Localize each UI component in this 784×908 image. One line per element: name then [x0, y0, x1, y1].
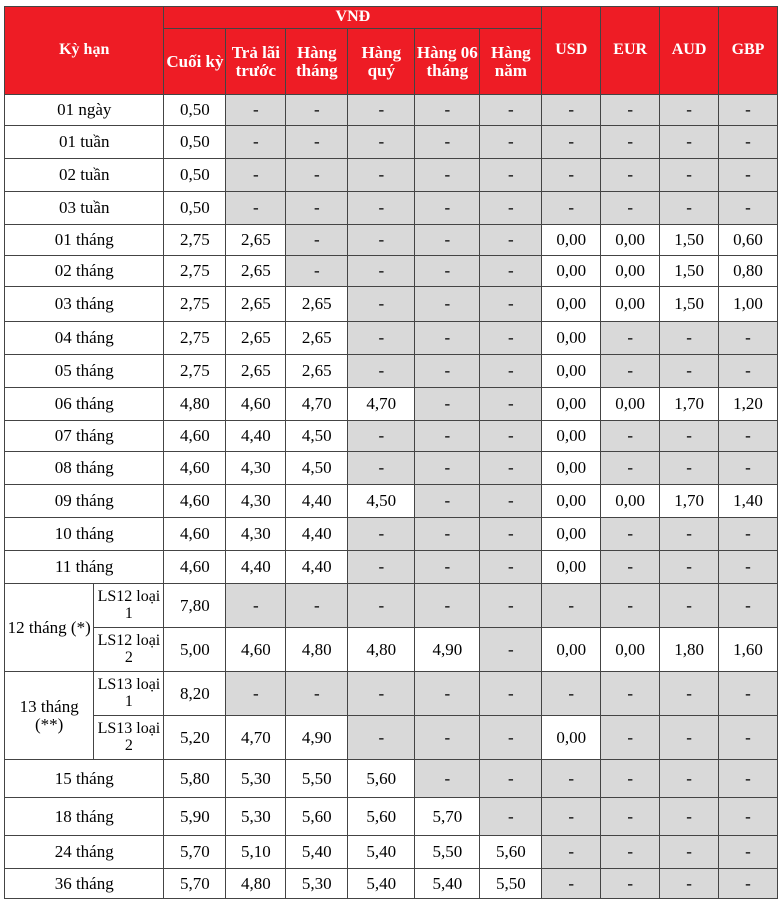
fx-rate-cell: -	[719, 760, 778, 798]
vnd-rate-cell: 8,20	[164, 672, 226, 716]
term-cell: 08 tháng	[5, 452, 164, 485]
table-row	[5, 126, 778, 159]
vnd-rate-cell: 4,80	[286, 628, 348, 672]
fx-rate-cell: -	[719, 126, 778, 159]
fx-rate-cell: 1,70	[660, 485, 719, 518]
vnd-rate-cell: 4,40	[286, 485, 348, 518]
term-cell: 15 tháng	[5, 760, 164, 798]
vnd-rate-cell: 4,90	[286, 716, 348, 760]
fx-rate-cell: -	[601, 716, 660, 760]
fx-rate-cell: 1,00	[719, 287, 778, 322]
vnd-rate-cell: 4,80	[164, 388, 226, 421]
fx-rate-cell: -	[660, 551, 719, 584]
vnd-rate-cell: 5,50	[286, 760, 348, 798]
vnd-rate-cell: 5,90	[164, 798, 226, 836]
vnd-rate-cell: -	[480, 551, 542, 584]
fx-rate-cell: -	[542, 836, 601, 869]
fx-rate-cell: 1,40	[719, 485, 778, 518]
vnd-rate-cell: 4,60	[226, 388, 286, 421]
fx-rate-cell: 0,00	[542, 485, 601, 518]
vnd-rate-cell: -	[226, 126, 286, 159]
vnd-rate-cell: -	[348, 355, 415, 388]
fx-rate-cell: -	[660, 518, 719, 551]
fx-rate-cell: -	[660, 159, 719, 192]
fx-rate-cell: -	[660, 95, 719, 126]
fx-rate-cell: 0,80	[719, 256, 778, 287]
term-header: Kỳ hạn	[5, 7, 164, 95]
vnd-rate-cell: -	[286, 159, 348, 192]
vnd-rate-cell: 4,30	[226, 485, 286, 518]
vnd-rate-cell: 5,60	[348, 760, 415, 798]
term-cell: 02 tuần	[5, 159, 164, 192]
fx-rate-cell: 0,00	[542, 322, 601, 355]
usd-header: USD	[542, 7, 601, 95]
fx-rate-cell: 0,00	[601, 225, 660, 256]
fx-rate-cell: 0,00	[542, 287, 601, 322]
fx-rate-cell: -	[719, 584, 778, 628]
aud-header: AUD	[660, 7, 719, 95]
fx-rate-cell: -	[601, 452, 660, 485]
vnd-rate-cell: -	[415, 421, 480, 452]
vnd-rate-cell: -	[480, 485, 542, 518]
vnd-rate-cell: 5,00	[164, 628, 226, 672]
vnd-rate-cell: 5,40	[348, 869, 415, 899]
fx-rate-cell: -	[660, 452, 719, 485]
fx-rate-cell: -	[542, 869, 601, 899]
table-row	[5, 225, 778, 256]
fx-rate-cell: -	[660, 716, 719, 760]
vnd-rate-cell: -	[480, 672, 542, 716]
gbp-header: GBP	[719, 7, 778, 95]
table-row	[5, 256, 778, 287]
fx-rate-cell: 0,00	[601, 256, 660, 287]
vnd-rate-cell: -	[286, 126, 348, 159]
vnd-rate-cell: -	[348, 421, 415, 452]
vnd-rate-cell: -	[415, 225, 480, 256]
table-row	[5, 287, 778, 322]
vnd-rate-cell: -	[415, 95, 480, 126]
vnd-rate-cell: 4,70	[348, 388, 415, 421]
fx-rate-cell: 0,00	[542, 452, 601, 485]
term-cell: 36 tháng	[5, 869, 164, 899]
vnd-rate-cell: -	[480, 798, 542, 836]
vnd-rate-cell: -	[226, 192, 286, 225]
vnd-col-header: Cuối kỳ	[164, 29, 226, 95]
table-row	[5, 760, 778, 798]
fx-rate-cell: -	[542, 95, 601, 126]
term-cell: 18 tháng	[5, 798, 164, 836]
term-cell: 01 ngày	[5, 95, 164, 126]
table-row	[5, 798, 778, 836]
fx-rate-cell: -	[660, 836, 719, 869]
vnd-rate-cell: -	[415, 287, 480, 322]
fx-rate-cell: -	[542, 159, 601, 192]
table-row	[5, 192, 778, 225]
table-row	[5, 869, 778, 899]
vnd-rate-cell: -	[480, 388, 542, 421]
vnd-rate-cell: -	[348, 672, 415, 716]
vnd-rate-cell: 5,30	[286, 869, 348, 899]
vnd-rate-cell: -	[286, 672, 348, 716]
vnd-rate-cell: 0,50	[164, 192, 226, 225]
vnd-rate-cell: 4,80	[226, 869, 286, 899]
vnd-rate-cell: 4,60	[164, 452, 226, 485]
vnd-rate-cell: -	[415, 192, 480, 225]
vnd-rate-cell: 5,50	[415, 836, 480, 869]
vnd-rate-cell: -	[415, 159, 480, 192]
fx-rate-cell: -	[601, 836, 660, 869]
fx-rate-cell: -	[719, 452, 778, 485]
vnd-rate-cell: -	[226, 672, 286, 716]
fx-rate-cell: -	[660, 192, 719, 225]
term-cell: 02 tháng	[5, 256, 164, 287]
vnd-rate-cell: 5,60	[286, 798, 348, 836]
term-cell: 06 tháng	[5, 388, 164, 421]
fx-rate-cell: 0,00	[542, 628, 601, 672]
fx-rate-cell: -	[660, 126, 719, 159]
vnd-rate-cell: 2,65	[286, 355, 348, 388]
vnd-col-header: Hàng tháng	[286, 29, 348, 95]
vnd-rate-cell: 4,50	[348, 485, 415, 518]
vnd-rate-cell: -	[348, 287, 415, 322]
vnd-rate-cell: -	[415, 672, 480, 716]
group-term-cell: 12 tháng (*)	[5, 584, 94, 672]
vnd-rate-cell: 4,80	[348, 628, 415, 672]
vnd-rate-cell: -	[348, 95, 415, 126]
table-row	[5, 485, 778, 518]
vnd-rate-cell: -	[415, 760, 480, 798]
vnd-col-header: Trả lãi trước	[226, 29, 286, 95]
fx-rate-cell: -	[719, 551, 778, 584]
table-row	[5, 518, 778, 551]
vnd-rate-cell: -	[415, 322, 480, 355]
fx-rate-cell: 1,50	[660, 256, 719, 287]
vnd-rate-cell: 2,65	[226, 355, 286, 388]
term-cell: 04 tháng	[5, 322, 164, 355]
sub-term-cell: LS13 loại 1	[94, 672, 164, 716]
table-row	[5, 95, 778, 126]
vnd-rate-cell: -	[480, 322, 542, 355]
vnd-col-header: Hàng năm	[480, 29, 542, 95]
fx-rate-cell: -	[719, 672, 778, 716]
fx-rate-cell: -	[601, 584, 660, 628]
fx-rate-cell: 1,50	[660, 287, 719, 322]
vnd-rate-cell: 4,30	[226, 518, 286, 551]
term-cell: 24 tháng	[5, 836, 164, 869]
term-cell: 09 tháng	[5, 485, 164, 518]
vnd-rate-cell: 4,60	[164, 551, 226, 584]
vnd-rate-cell: -	[480, 452, 542, 485]
fx-rate-cell: -	[719, 355, 778, 388]
vnd-rate-cell: 4,40	[226, 421, 286, 452]
fx-rate-cell: -	[601, 760, 660, 798]
vnd-rate-cell: -	[480, 518, 542, 551]
vnd-rate-cell: -	[480, 225, 542, 256]
vnd-rate-cell: 2,65	[286, 322, 348, 355]
table-row	[5, 322, 778, 355]
fx-rate-cell: -	[601, 518, 660, 551]
fx-rate-cell: -	[542, 672, 601, 716]
vnd-rate-cell: -	[415, 452, 480, 485]
term-cell: 05 tháng	[5, 355, 164, 388]
fx-rate-cell: -	[719, 798, 778, 836]
vnd-rate-cell: -	[415, 584, 480, 628]
fx-rate-cell: 0,00	[542, 388, 601, 421]
vnd-rate-cell: -	[286, 95, 348, 126]
vnd-rate-cell: -	[480, 256, 542, 287]
vnd-rate-cell: 2,75	[164, 256, 226, 287]
vnd-rate-cell: 5,20	[164, 716, 226, 760]
vnd-rate-cell: 5,70	[164, 836, 226, 869]
vnd-rate-cell: -	[286, 225, 348, 256]
fx-rate-cell: -	[660, 869, 719, 899]
fx-rate-cell: 1,80	[660, 628, 719, 672]
vnd-rate-cell: -	[415, 388, 480, 421]
vnd-rate-cell: -	[226, 584, 286, 628]
fx-rate-cell: -	[719, 869, 778, 899]
fx-rate-cell: -	[719, 192, 778, 225]
vnd-rate-cell: -	[348, 225, 415, 256]
fx-rate-cell: -	[601, 798, 660, 836]
vnd-rate-cell: 2,75	[164, 225, 226, 256]
vnd-rate-cell: 4,70	[226, 716, 286, 760]
vnd-rate-cell: -	[348, 192, 415, 225]
fx-rate-cell: -	[660, 322, 719, 355]
vnd-rate-cell: 4,40	[286, 551, 348, 584]
vnd-rate-cell: 4,60	[164, 518, 226, 551]
vnd-rate-cell: 0,50	[164, 95, 226, 126]
vnd-col-header: Hàng quý	[348, 29, 415, 95]
vnd-rate-cell: -	[348, 551, 415, 584]
term-cell: 01 tuần	[5, 126, 164, 159]
vnd-rate-cell: 2,75	[164, 355, 226, 388]
vnd-rate-cell: 0,50	[164, 126, 226, 159]
fx-rate-cell: 0,00	[542, 716, 601, 760]
vnd-rate-cell: 5,30	[226, 760, 286, 798]
vnd-rate-cell: 5,50	[480, 869, 542, 899]
fx-rate-cell: -	[719, 159, 778, 192]
fx-rate-cell: 0,00	[601, 628, 660, 672]
vnd-rate-cell: -	[226, 159, 286, 192]
fx-rate-cell: -	[719, 836, 778, 869]
vnd-rate-cell: 4,90	[415, 628, 480, 672]
vnd-rate-cell: -	[226, 95, 286, 126]
fx-rate-cell: -	[660, 584, 719, 628]
vnd-rate-cell: 2,75	[164, 322, 226, 355]
fx-rate-cell: 0,00	[601, 485, 660, 518]
vnd-rate-cell: -	[348, 716, 415, 760]
vnd-rate-cell: 4,70	[286, 388, 348, 421]
vnd-rate-cell: -	[286, 584, 348, 628]
vnd-rate-cell: -	[348, 159, 415, 192]
vnd-rate-cell: 5,30	[226, 798, 286, 836]
sub-term-cell: LS12 loại 2	[94, 628, 164, 672]
table-row	[5, 836, 778, 869]
vnd-rate-cell: 4,50	[286, 452, 348, 485]
vnd-rate-cell: -	[415, 256, 480, 287]
vnd-rate-cell: -	[348, 322, 415, 355]
fx-rate-cell: 0,00	[542, 225, 601, 256]
vnd-rate-cell: -	[415, 716, 480, 760]
vnd-rate-cell: -	[480, 126, 542, 159]
vnd-rate-cell: 5,70	[415, 798, 480, 836]
fx-rate-cell: -	[660, 760, 719, 798]
vnd-rate-cell: -	[348, 256, 415, 287]
fx-rate-cell: -	[601, 159, 660, 192]
fx-rate-cell: -	[601, 355, 660, 388]
vnd-rate-cell: -	[415, 126, 480, 159]
fx-rate-cell: -	[660, 355, 719, 388]
term-cell: 11 tháng	[5, 551, 164, 584]
vnd-rate-cell: 5,80	[164, 760, 226, 798]
vnd-rate-cell: 5,60	[480, 836, 542, 869]
fx-rate-cell: -	[660, 798, 719, 836]
fx-rate-cell: 0,00	[601, 388, 660, 421]
vnd-rate-cell: -	[480, 628, 542, 672]
fx-rate-cell: -	[719, 716, 778, 760]
fx-rate-cell: 0,00	[542, 551, 601, 584]
fx-rate-cell: -	[719, 421, 778, 452]
fx-rate-cell: -	[542, 192, 601, 225]
vnd-rate-cell: -	[480, 355, 542, 388]
vnd-rate-cell: -	[480, 95, 542, 126]
vnd-rate-cell: -	[480, 287, 542, 322]
vnd-rate-cell: 2,65	[226, 225, 286, 256]
vnd-rate-cell: 2,65	[226, 287, 286, 322]
group-term-cell: 13 tháng (**)	[5, 672, 94, 760]
vnd-rate-cell: 5,40	[415, 869, 480, 899]
vnd-rate-cell: 4,60	[164, 421, 226, 452]
table-row	[5, 551, 778, 584]
term-cell: 03 tuần	[5, 192, 164, 225]
fx-rate-cell: -	[601, 869, 660, 899]
fx-rate-cell: 0,00	[542, 355, 601, 388]
interest-rate-table	[4, 6, 778, 899]
fx-rate-cell: 0,00	[542, 256, 601, 287]
vnd-rate-cell: 4,40	[286, 518, 348, 551]
fx-rate-cell: 0,00	[542, 421, 601, 452]
vnd-col-header: Hàng 06 tháng	[415, 29, 480, 95]
vnd-rate-cell: -	[286, 192, 348, 225]
table-row	[5, 355, 778, 388]
vnd-rate-cell: 5,10	[226, 836, 286, 869]
fx-rate-cell: -	[542, 584, 601, 628]
fx-rate-cell: -	[601, 126, 660, 159]
table-row	[5, 159, 778, 192]
table-row	[5, 672, 778, 716]
term-cell: 01 tháng	[5, 225, 164, 256]
fx-rate-cell: 1,50	[660, 225, 719, 256]
vnd-rate-cell: -	[415, 518, 480, 551]
vnd-rate-cell: -	[415, 485, 480, 518]
table-row	[5, 452, 778, 485]
fx-rate-cell: 1,70	[660, 388, 719, 421]
fx-rate-cell: -	[601, 322, 660, 355]
fx-rate-cell: 1,60	[719, 628, 778, 672]
vnd-rate-cell: -	[480, 159, 542, 192]
vnd-rate-cell: 2,65	[226, 256, 286, 287]
vnd-rate-cell: -	[415, 551, 480, 584]
vnd-rate-cell: -	[480, 421, 542, 452]
vnd-rate-cell: -	[286, 256, 348, 287]
table-row	[5, 584, 778, 628]
vnd-rate-cell: 4,40	[226, 551, 286, 584]
fx-rate-cell: -	[719, 518, 778, 551]
term-cell: 07 tháng	[5, 421, 164, 452]
fx-rate-cell: -	[542, 798, 601, 836]
table-row	[5, 628, 778, 672]
fx-rate-cell: -	[719, 322, 778, 355]
fx-rate-cell: -	[601, 551, 660, 584]
fx-rate-cell: -	[660, 672, 719, 716]
fx-rate-cell: -	[660, 421, 719, 452]
fx-rate-cell: 0,60	[719, 225, 778, 256]
vnd-rate-cell: -	[348, 126, 415, 159]
vnd-rate-cell: -	[348, 518, 415, 551]
term-cell: 03 tháng	[5, 287, 164, 322]
table-row	[5, 421, 778, 452]
sub-term-cell: LS12 loại 1	[94, 584, 164, 628]
vnd-rate-cell: 4,60	[164, 485, 226, 518]
vnd-rate-cell: -	[480, 760, 542, 798]
rate-table-body	[5, 95, 778, 899]
fx-rate-cell: -	[542, 760, 601, 798]
vnd-rate-cell: 5,70	[164, 869, 226, 899]
vnd-rate-cell: 5,40	[286, 836, 348, 869]
table-row	[5, 388, 778, 421]
vnd-rate-cell: -	[348, 452, 415, 485]
vnd-rate-cell: 2,75	[164, 287, 226, 322]
vnd-rate-cell: 2,65	[226, 322, 286, 355]
fx-rate-cell: -	[601, 192, 660, 225]
fx-rate-cell: 0,00	[601, 287, 660, 322]
vnd-rate-cell: 5,40	[348, 836, 415, 869]
fx-rate-cell: -	[601, 421, 660, 452]
vnd-rate-cell: 4,30	[226, 452, 286, 485]
fx-rate-cell: 0,00	[542, 518, 601, 551]
vnd-rate-cell: -	[480, 584, 542, 628]
fx-rate-cell: -	[601, 95, 660, 126]
vnd-rate-cell: 5,60	[348, 798, 415, 836]
vnd-rate-cell: 2,65	[286, 287, 348, 322]
vnd-rate-cell: 4,60	[226, 628, 286, 672]
eur-header: EUR	[601, 7, 660, 95]
vnd-rate-cell: -	[480, 716, 542, 760]
vnd-rate-cell: 7,80	[164, 584, 226, 628]
vnd-group-header: VNĐ	[164, 7, 542, 29]
term-cell: 10 tháng	[5, 518, 164, 551]
table-row	[5, 716, 778, 760]
vnd-rate-cell: -	[415, 355, 480, 388]
fx-rate-cell: -	[601, 672, 660, 716]
vnd-rate-cell: 0,50	[164, 159, 226, 192]
vnd-rate-cell: -	[348, 584, 415, 628]
vnd-rate-cell: 4,50	[286, 421, 348, 452]
fx-rate-cell: -	[542, 126, 601, 159]
fx-rate-cell: 1,20	[719, 388, 778, 421]
sub-term-cell: LS13 loại 2	[94, 716, 164, 760]
fx-rate-cell: -	[719, 95, 778, 126]
vnd-rate-cell: -	[480, 192, 542, 225]
